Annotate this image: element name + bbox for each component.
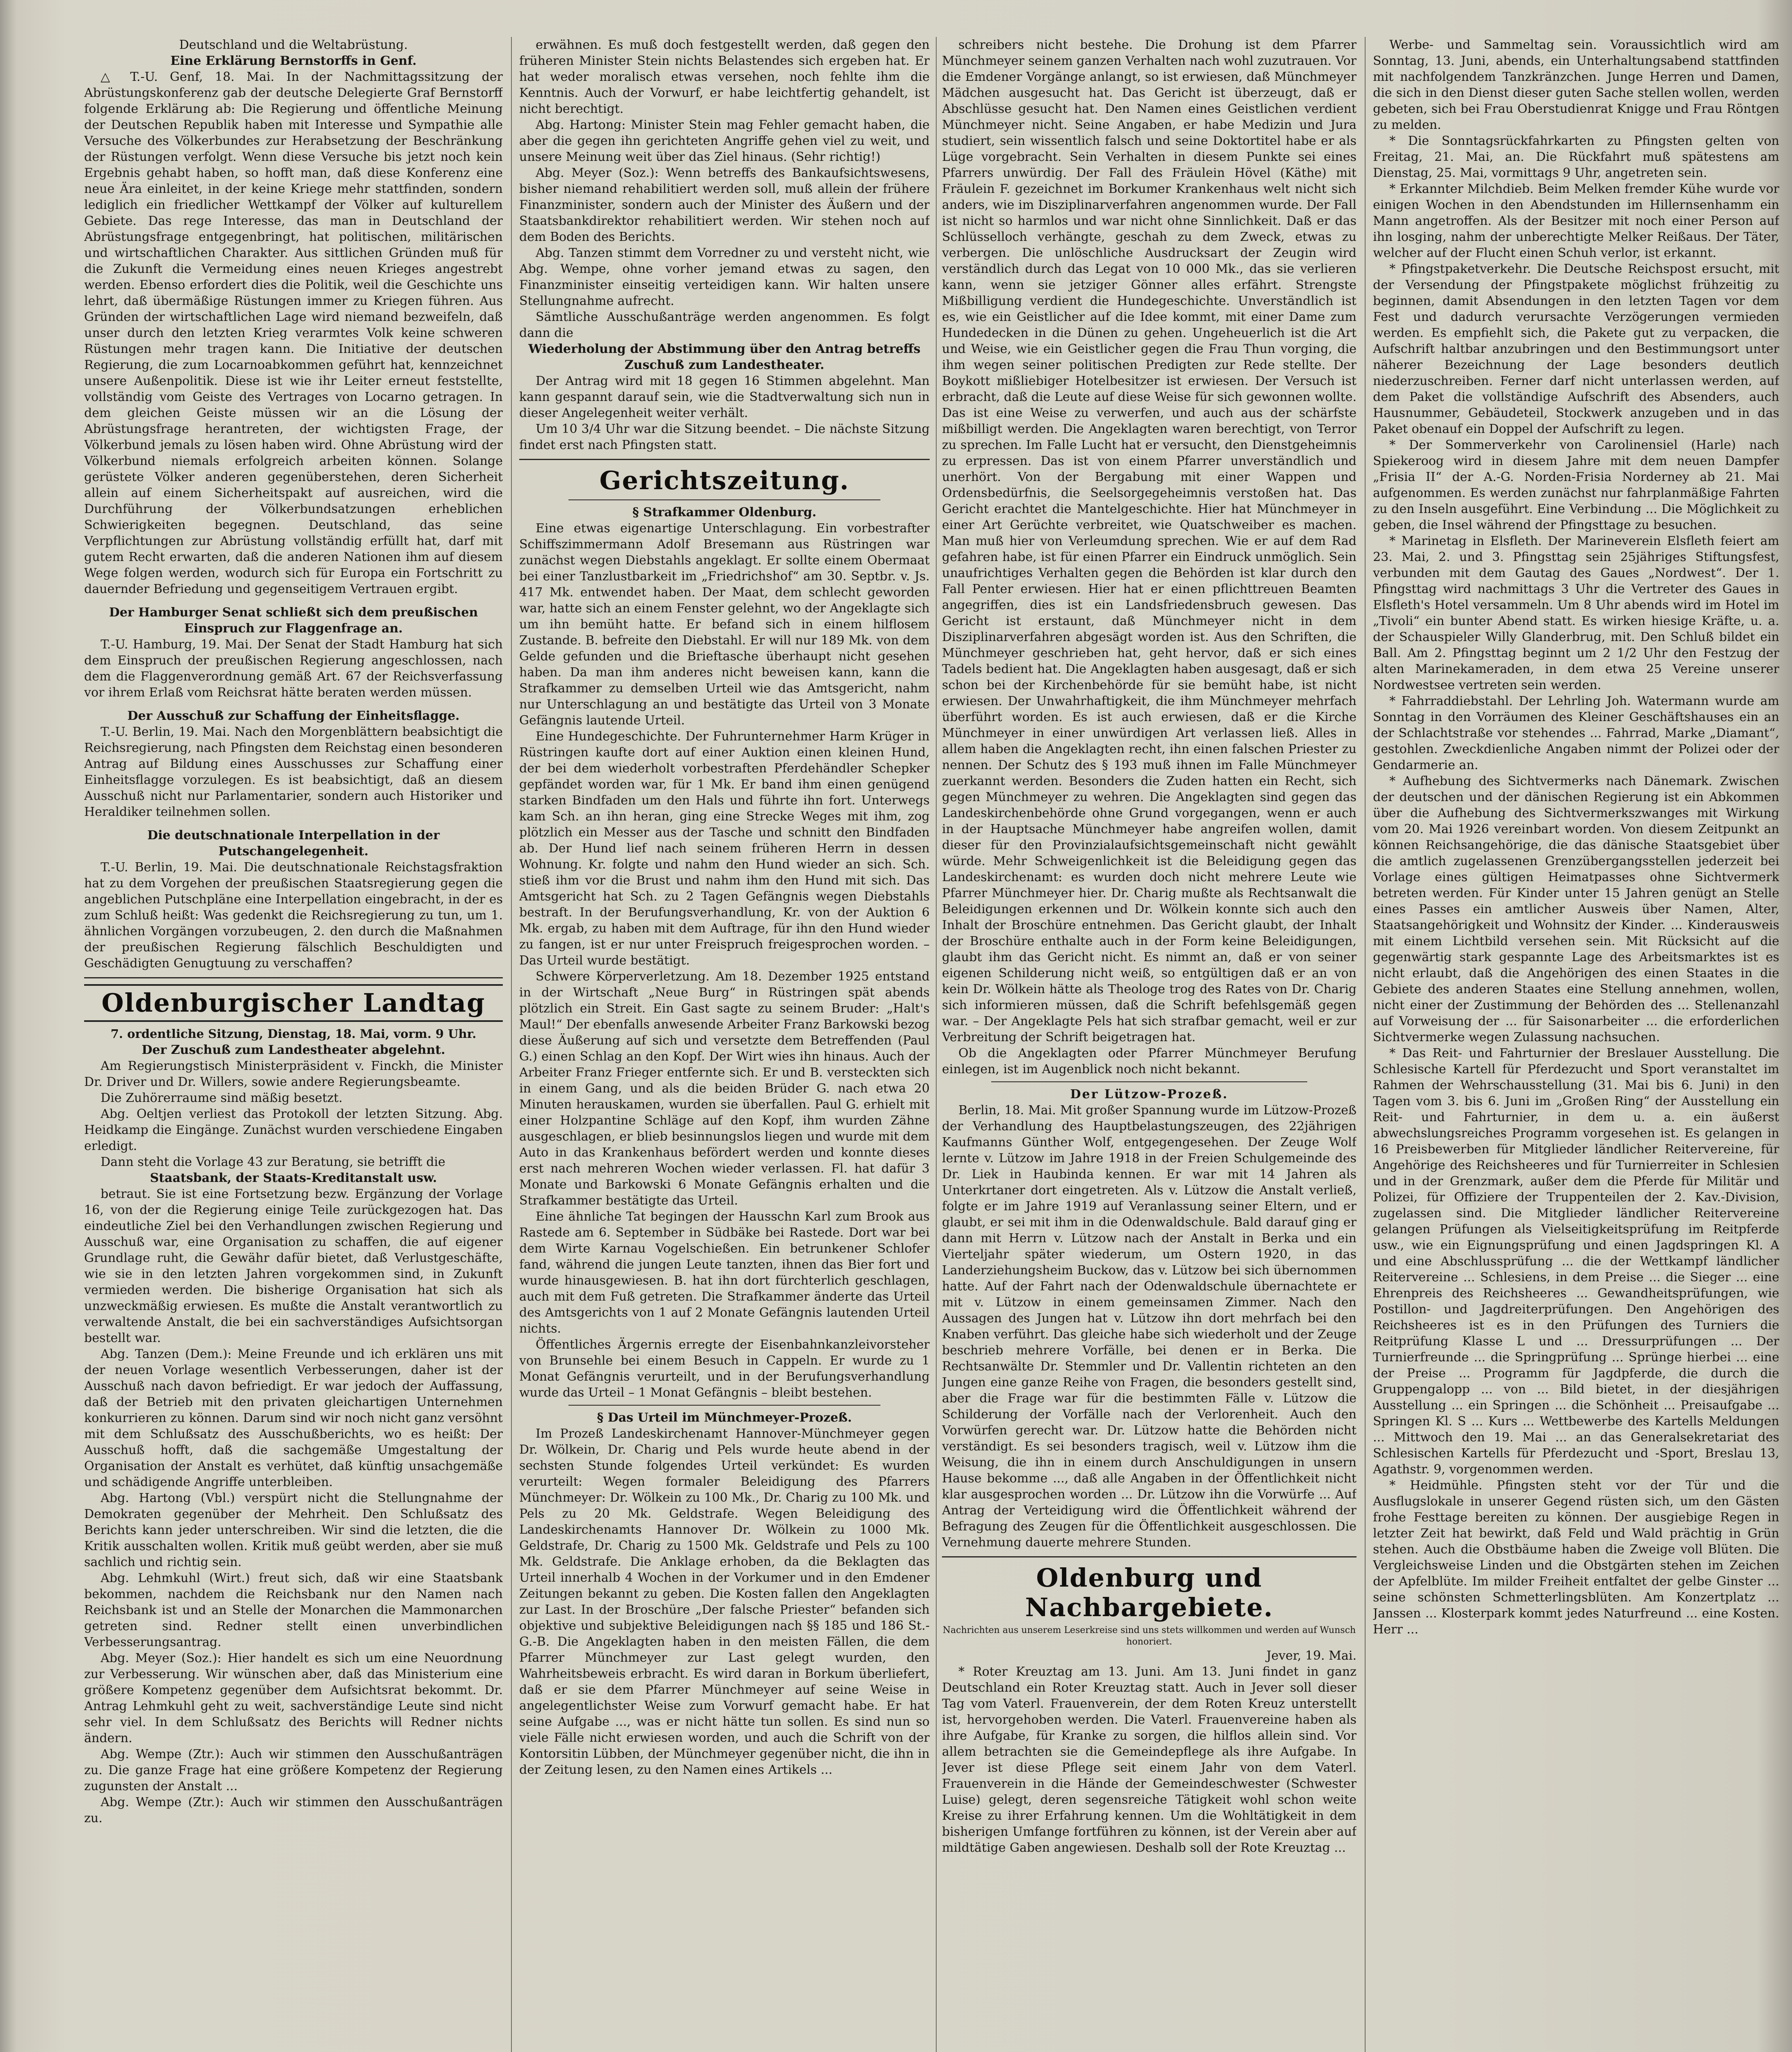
article-paragraph: * Das Reit- und Fahrturnier der Breslauer Ausstellung. Die Schlesische Kartell für Pferdezucht und Sport veranstaltet im Rahmen der Wehrschausstellung (31. Mai bis 6. Juni) in den Tagen vom 3. bis 6. Juni im „Großen Ring“ der Ausstellung ein Reit- und Fahrturnier, in dem u. a. ein äußerst abwechslungsreiches Programm vorgesehen ist. Es gelangen in 16 Preisbewerben für Mitglieder ländlicher Reitervereine, für Angehörige des Reichsheeres und für Turnierreiter in Schlesien und in der Grenzmark, außer dem die Pferde für Militär und Polizei, für Offiziere der Truppenteilen der 2. Kav.-Division, zugelassen sind. Die Mitglieder ländlicher Reitervereine gelangen Prüfungen als Vielseitigkeitsprüfung im Reitpferde usw., wie ein Eignungsprüfung und einen Jagdspringen Kl. A und eine Abschlussprüfung ... die der Wettkampf ländlicher Reitervereine ... Schlesiens, in dem Preise ... die Sieger ... eine Ehrenpreis des Reichsheeres ... Gewandheitsprüfungen, wie Postillon- und Jagdreiterprüfungen. Den Angehörigen des Reichsheeres ist es in den Prüfungen des Turniers die Reitprüfung Klasse L und ... Dressurprüfungen ... Der Turnierfreunde ... die Springprüfung ... Sprünge hierbei ... eine der Preise ... Programm für Jagdpferde, die durch die Gruppengalopp ... von ... Bild bietet, in der diesjährigen Ausstellung ... ein Springen ... die Schönheit ... Preisaufgabe ... Springen Kl. S ... Kurs ... Wettbewerbe des Kartells Meldungen ... Mittwoch den 19. Mai ... an das Generalsekretariat des Schlesischen Kartells für Pferdezucht und -Sport, Breslau 13, Agathstr. 9, vorgenommen werden. (1373, 1046, 1779, 1477)
article-headline: Der Ausschuß zur Schaffung der Einheitsflagge. (127, 709, 460, 723)
article-paragraph: schreibers nicht bestehe. Die Drohung ist dem Pfarrer Münchmeyer seinem ganzen Verhalten nach wohl zuzutrauen. Vor die Emdener Vorgänge anlangt, so ist erwiesen, daß Münchmeyer Mädchen ausgesucht hat. Das Gericht ist überzeugt, daß er Abschlüsse gesucht hat. Den Namen eines Geistlichen verdient Münchmeyer nicht. Seine Angaben, er habe Medizin und Jura studiert, sein wissentlich falsch und seine Doktortitel habe er als Lüge vorgebracht. Sein Verhalten in diesem Punkte sei eines Pfarrers unwürdig. Der Fall des Fräulein Hövel (Käthe) mit Fräulein F. gezeichnet im Borkumer Krankenhaus welt nicht sich anders, wie im Disziplinarverfahren angenommen wurde. Der Fall ist nicht so harmlos und war nicht ohne Sinnlichkeit. Daß er das Schlüsselloch verhängte, geschah zu dem Zweck, etwas zu verbergen. Die unlöschliche Ausdrucksart der Zeugin wird verständlich durch das Legat von 10 000 Mk., das sie verlieren kann, wenn sie jetziger Gönner alles erfährt. Strengste Mißbilligung verdient die Hundegeschichte. Unverständlich ist es, wie ein Geistlicher auf die Idee kommt, mit einer Dame zum Hundedecken in die Dünen zu gehen. Ungeheuerlich ist die Art und Weise, wie ein Geistlicher gegen die Frau Thun vorging, die ihm wegen seiner politischen Predigten zur Rede stellte. Der Boykott mißliebiger Hotelbesitzer ist erwiesen. Der Versuch ist erbracht, daß die Leute auf diese Weise für sich gewonnen wollte. Das ist eine Weise zu verwerfen, und auch aus der schärfste mißbilligt werden. Die Angeklagten waren berechtigt, von Terror zu sprechen. Im Falle Lucht hat er versucht, den Dienstgeheimnis zu erpressen. Das ist von einem Pfarrer unverständlich und unerhört. Von der Bergabung mit einer Wappen und Ordensbedürfnis, die Seelsorgegeheimnis verstoßen hat. Das Gericht erachtet die Mantelgeschichte. Hier hat Münchmeyer in einer Art Gerüchte verbreitet, wie Quatschweiber es machen. Man muß hier von Verleumdung sprechen. Wie er auf dem Rad gefahren habe, ist für einen Pfarrer ein Eindruck unmöglich. Sein unaufrichtiges Verhalten gegen die Behörden ist klar durch den Fall Penter erwiesen. Hier hat er einen pflichttreuen Beamten angegriffen, dies ist ein Landsfriedensbruch gewesen. Das Gericht ist erstaunt, daß Münchmeyer nicht in dem Disziplinarverfahren abgesägt worden ist. Aus den Schriften, die Münchmeyer geschrieben hat, geht hervor, daß er sich eines Tadels bedient hat. Die Angeklagten haben ausgesagt, daß er sich schon bei der Kirchenbehörde für sie bemüht habe, ist nicht erwiesen. Der Unwahrhaftigkeit, die ihm Münchmeyer mehrfach überführt worden. Es ist auch erwiesen, daß er die Kirche Münchmeyer in einer unwürdigen Art verlassen ließ. Alles in allem haben die Angeklagten recht, ihn einen falschen Priester zu nennen. Der Schutz des § 193 muß ihnen im Falle Münchmeyer zuerkannt werden. Besonders die Zuden hatten ein Recht, sich gegen Münchmeyer zu wehren. Die Angeklagten sind gegen das Landeskirchenbehörde ohne Grund vorgegangen, wenn er auch in der Hauptsache Münchmeyer habe angreifen wollen, damit dieser für den Provinzialaufsichtsgemeinschaft nicht gewählt würde. Mehr Schweigenlichkeit ist die Beleidigung gegen das Landeskirchenamt: es wurden doch nicht mehrere Leute wie Pfarrer Münchmeyer hier. Dr. Charig mußte als Rechtsanwalt die Beleidigungen erkennen und Dr. Wölkein konnte sich auch den Inhalt der Broschüre entnehmen. Das Gericht glaubt, der Inhalt der Broschüre enthalte auch in der Form keine Beleidigungen, glaubt ihm das Gericht nicht. Es nimmt an, daß er von seiner eigenen Schilderung nicht weiß, so entgültigen daß er an von kein Dr. Wölkein hätte als Theologe trog des Rates von Dr. Charig sich informieren müssen, daß die Schrift befehlsgemäß gegen war. – Der Angeklagte Pels hat sich strafbar gemacht, weil er zur Verbreitung der Schrift beigetragen hat. (942, 38, 1357, 1044)
article-paragraph: * Pfingstpaketverkehr. Die Deutsche Reichspost ersucht, mit der Versendung der Pfingstpakete möglichst frühzeitig zu beginnen, damit Absendungen in den letzten Tagen vor dem Fest und dadurch verursachte Verzögerungen vermieden werden. Es empfiehlt sich, die Pakete gut zu verpacken, die Aufschrift haltbar anzubringen und den Bestimmungsort unter näherer Bezeichnung der Lage besonders deutlich niederzuschreiben. Ferner darf nicht unterlassen werden, auf dem Paket die vollständige Aufschrift des Absenders, auch Hausnummer, Gebäudeteil, Stockwerk anzugeben und in das Paket obenauf ein Doppel der Aufschrift zu legen. (1373, 262, 1779, 436)
article-paragraph: Abg. Tanzen stimmt dem Vorredner zu und versteht nicht, wie Abg. Wempe, ohne vorher jemand etwas zu sagen, den Finanzminister einseitig verteidigen kann. Wir halten unsere Stellungnahme aufrecht. (519, 246, 930, 308)
article-paragraph: Berlin, 18. Mai. Mit großer Spannung wurde im Lützow-Prozeß der Verhandlung des Hauptbelastungszeugen, des 22jährigen Kaufmanns Günther Wolf, entgegengesehen. Der Zeuge Wolf lernte v. Lützow im Jahre 1918 in der Freien Schulgemeinde des Dr. Liek in Haubinda kennen. Er war mit 14 Jahren als Unterkrtaner dort eingetreten. Als v. Lützow die Anstalt verließ, folgte er im Jahre 1919 auf Veranlassung seiner Eltern, und er glaubt, er sei mit ihm in die Odenwaldschule. Bald darauf ging er dann mit Herrn v. Lützow nach der Anstalt in Berka und ein Vierteljahr später wiederum, um Ostern 1920, in das Landerziehungsheim Buckow, das v. Lützow bei sich übernommen hatte. Auf der Fahrt nach der Odenwaldschule übernachtete er mit v. Lützow in einem gemeinsamen Zimmer. Nach den Aussagen des Jungen hat v. Lützow ihn dort mehrfach bei den Knaben verführt. Das gleiche habe sich wiederholt und der Zeuge beschrieb mehrere Vorfälle, bei denen er in Berka. Die Rechtsanwälte Dr. Stemmler und Dr. Vallentin richteten an den Jungen eine ganze Reihe von Fragen, die besonders gestellt sind, aber die Frage war für die bestimmten Fälle v. Lützow die Schilderung der Vorfälle nach der Verlorenheit. Auch den Vorwürfen gerecht war. Dr. Lützow hatte die Behörden nicht verständigt. Es sei besonders tragisch, weil v. Lützow ihm die Weisung, die ihn in einem durch Anschuldigungen in unsern Hause bekomme ..., daß alle Angaben in der Öffentlichkeit nicht klar ausgesprochen worden ... Dr. Lützow ihn die Vorwürfe ... Auf Antrag der Verteidigung wird die Öffentlichkeit während der Befragung des Zeugen für die Öffentlichkeit ausgeschlossen. Die Vernehmung dauerte mehrere Stunden. (942, 1103, 1357, 1550)
article-paragraph: * Erkannter Milchdieb. Beim Melken fremder Kühe wurde vor einigen Wochen in den Abendstunden im Hillernsenhamm ein Mann angetroffen. Als der Besitzer mit noch einer Person auf ihn losging, nahm der unberechtigte Melker Reißaus. Der Täter, welcher auf der Flucht einen Schuh verlor, ist erkannt. (1373, 182, 1779, 260)
article-paragraph: Eine Hundegeschichte. Der Fuhrunternehmer Harm Krüger in Rüstringen kaufte dort auf einer Auktion einen kleinen Hund, der bei dem wiederholt vorbestraften Pferdehändler Schepker gepfändet worden war, für 1 Mk. Er band ihm einen genügend starken Bindfaden um den Hals und führte ihn fort. Unterwegs kam Sch. an ihn heran, ging eine Strecke Weges mit ihm, zog plötzlich ein Messer aus der Tasche und schnitt den Bindfaden ab. Der Hund lief nach seinem früheren Herrn in dessen Wohnung. Kr. folgte und nahm den Hund wieder an sich. Sch. stieß ihm vor die Brust und nahm ihm den Hund mit sich. Das Amtsgericht hat Sch. zu 2 Tagen Gefängnis wegen Diebstahls bestraft. In der Berufungsverhandlung, Kr. von der Auktion 6 Mk. ergab, zu haben mit dem Auftrage, für ihn den Hund wieder zu fangen, ist er nur unter Freispruch freigesprochen worden. – Das Urteil wurde bestätigt. (519, 729, 930, 968)
article-paragraph: * Der Sommerverkehr von Carolinensiel (Harle) nach Spiekeroog wird in diesem Jahre mit dem neuen Dampfer „Frisia II“ der A.-G. Norden-Frisia Norderney ab 21. Mai aufgenommen. Es werden zunächst nur fahrplanmäßige Fahrten zu den Inseln ausgeführt. Eine Verbindung ... Die Möglichkeit zu geben, die Insel während der Pfingsttage zu besuchen. (1373, 438, 1779, 532)
article-paragraph: Abg. Wempe (Ztr.): Auch wir stimmen den Ausschußanträgen zu. Die ganze Frage hat eine größere Kompetenz der Regierung zugunsten der Anstalt ... (84, 1747, 503, 1793)
section-heading-gerichtszeitung: Gerichtszeitung. (599, 465, 850, 495)
article-paragraph: Abg. Lehmkuhl (Wirt.) freut sich, daß wir eine Staatsbank bekommen, nachdem die Reichsbank nur den Namen nach Reichsbank ist und an Stelle der Monarchen die Mammonarchen getreten sind. Redner stellt einen unverbindlichen Verbesserungsantrag. (84, 1571, 503, 1649)
article-paragraph: * Heidmühle. Pfingsten steht vor der Tür und die Ausflugslokale in unserer Gegend rüsten sich, um den Gästen frohe Festtage bereiten zu können. Der ausgiebige Regen in letzter Zeit hat bewirkt, daß Feld und Wald prächtig in Grün stehen. Auch die Obstbäume haben die Zweige voll Blüten. Die Vergleichsweise Linden und die Obstgärten stehen im Zeichen der Apfelblüte. Im milder Freiheit entfaltet der gelbe Ginster ... seine schönsten Schmetterlingsblüten. Am Konzertplatz ... Janssen ... Klosterpark kommt jedes Naturfreund ... eine Kosten. Herr ... (1373, 1478, 1779, 1637)
article-paragraph: Werbe- und Sammeltag sein. Voraussichtlich wird am Sonntag, 13. Juni, abends, ein Unterhaltungsabend stattfinden mit nachfolgendem Tanzkränzchen. Junge Herren und Damen, die sich in den Dienst dieser guten Sache stellen wollen, werden gebeten, sich bei Frau Oberstudienrat Knigge und Frau Röntgen zu melden. (1373, 38, 1779, 132)
section-rule (942, 1556, 1357, 1557)
article-paragraph: * Fahrraddiebstahl. Der Lehrling Joh. Watermann wurde am Sonntag in den Vorräumen des Kleiner Geschäftshauses ein an der Schlachtstraße vor stehendes ... Fahrrad, Marke „Diamant“, gestohlen. Zweckdienliche Angaben nimmt der Polizei oder der Gendarmerie an. (1373, 694, 1779, 772)
article-headline: § Das Urteil im Münchmeyer-Prozeß. (597, 1411, 852, 1425)
article-paragraph: Abg. Oeltjen verliest das Protokoll der letzten Sitzung. Abg. Heidkamp die Eingänge. Zunächst wurden verschiedene Eingaben erledigt. (84, 1107, 503, 1153)
article-paragraph: Im Prozeß Landeskirchenamt Hannover-Münchmeyer gegen Dr. Wölkein, Dr. Charig und Pels wurde heute abend in der sechsten Stunde folgendes Urteil verkündet: Es wurden verurteilt: Wegen formaler Beleidigung des Pfarrers Münchmeyer: Dr. Wölkein zu 100 Mk., Dr. Charig zu 100 Mk. und Pels zu 20 Mk. Geldstrafe. Wegen Beleidigung des Landeskirchenamts Hannover Dr. Wölkein zu 1000 Mk. Geldstrafe, Dr. Charig zu 1500 Mk. Geldstrafe und Pels zu 100 Mk. Geldstrafe. Die Anklage erhoben, da die Beklagten das Urteil innerhalb 4 Wochen in der Vorkumer und in den Emdener Zeitungen bekannt zu geben. Die Kosten fallen den Angeklagten zur Last. In der Broschüre „Der falsche Priester“ befanden sich objektive und subjektive Beleidigungen nach §§ 185 und 186 St.-G.-B. Die Angeklagten haben in den meisten Fällen, die dem Pfarrer Münchmeyer zur Last gelegt wurden, den Wahrheitsbeweis erbracht. Es wird daran in Borkum überliefert, daß er sie dem Pfarrer Münchmeyer auf seine Weise in angelegentlichster Weise zum Vorwurf gemacht habe. Er hat seine Aufgabe ..., was er nicht hätte tun sollen. Es sind nun so viele Fälle nicht erwiesen worden, und auch die Schrift von der Kontorsitin Lübben, der Münchmeyer gegenüber nicht, die ihn in der Zeitung lesen, zu den Namen eines Artikels ... (519, 1427, 930, 1777)
article-headline: Der Lützow-Prozeß. (1070, 1087, 1228, 1102)
article-paragraph: Eine etwas eigenartige Unterschlagung. Ein vorbestrafter Schiffszimmermann Adolf Bresemann aus Rüstringen war zunächst wegen Diebstahls angeklagt. Er sollte einem Obermaat bei einer Tanzlustbarkeit im „Friedrichshof“ am 30. Septbr. v. Js. 417 Mk. entwendet haben. Der Maat, dem schlecht geworden war, hatte sich an einem Fenster gelehnt, wo der Angeklagte sich um ihn bemüht hatte. Er befand sich in einem hilflosem Zustande. B. befreite den Diebstahl. Er will nur 189 Mk. von dem Gelde gefunden und die Brieftasche überhaupt nicht gesehen haben. Da man ihm anderes nicht beweisen kann, kann die Strafkammer zu demselben Urteil wie das Amtsgericht, nahm nur Unterschlagung an und bestätigte das Urteil von 3 Monate Gefängnis lautende Urteil. (519, 521, 930, 728)
session-line: 7. ordentliche Sitzung, Dienstag, 18. Mai, vorm. 9 Uhr. (110, 1027, 477, 1041)
article-paragraph: Am Regierungstisch Ministerpräsident v. Finckh, die Minister Dr. Driver und Dr. Willers, sowie andere Regierungsbeamte. (84, 1059, 503, 1089)
dateline: Jever, 19. Mai. (1266, 1649, 1357, 1663)
article-paragraph: Öffentliches Ärgernis erregte der Eisenbahnkanzleivorsteher von Brunsehle bei einem Besuch in Cappeln. Er wurde zu 1 Monat Gefängnis verurteilt, und in der Berufungsverhandlung wurde das Urteil – 1 Monat Gefängnis – bleibt bestehen. (519, 1337, 930, 1400)
article-subtitle: Eine Erklärung Bernstorffs in Genf. (170, 54, 417, 68)
article-title: Deutschland und die Weltabrüstung. (179, 38, 408, 52)
article-paragraph: Abg. Wempe (Ztr.): Auch wir stimmen den Ausschußanträgen zu. (84, 1795, 503, 1825)
article-paragraph: △ T.-U. Genf, 18. Mai. In der Nachmittagssitzung der Abrüstungskonferenz gab der deutsche Delegierte Graf Bernstorff folgende Erklärung ab: Die Regierung und öffentliche Meinung der Deutschen Republik haben mit Interesse und Sympathie alle Versuche des Völkerbundes zur Herabsetzung der Beschränkung der Rüstungen verfolgt. Wenn diese Versuche bis jetzt noch kein Ergebnis gehabt haben, so hofft man, daß diese Konferenz eine neue Ära einleitet, in der keine Kriege mehr stattfinden, sondern lediglich ein friedlicher Wettkampf der Völker auf kulturellem Gebiete. Das rege Interesse, das man in Deutschland der Abrüstungsfrage entgegenbringt, hat politischen, militärischen und wirtschaftlichen Charakter. Aus sittlichen Gründen muß für die Zukunft die Vermeidung eines neuen Krieges angestrebt werden. Ebenso erfordert dies die Politik, weil die Geschichte uns lehrt, daß übermäßige Rüstungen immer zu Kriegen führen. Aus Gründen der wirtschaftlichen Lage wird niemand bezweifeln, daß unser durch den letzten Krieg verarmtes Volk keine schweren Rüstungen mehr tragen kann. Die Initiative der deutschen Regierung, die zum Locarnoabkommen geführt hat, kennzeichnet unsere Außenpolitik. Diese ist wie ihr Leiter erneut feststellte, vollständig vom Geiste des Vertrages von Locarno getragen. In dem gleichen Geiste müssen wir an die Lösung der Abrüstungsfrage herantreten, der wichtigsten Frage, der Völkerbund jemals zu lösen haben wird. Ohne Abrüstung wird der Völkerbund niemals erfolgreich arbeiten können. Solange gerüstete Völker anderen gegenüberstehen, deren Sicherheit allein auf einem Sicherheitspakt auf ausreichen, wird die Durchführung der Völkerbundsatzungen erheblichen Schwierigkeiten begegnen. Deutschland, das seine Verpflichtungen zur Abrüstung vollständig erfüllt hat, darf mit gutem Recht erwarten, daß die anderen Nationen ihm auf diesem Wege folgen werden, wodurch sich für Europa ein Fortschritt zu dauernder Befriedung und gegenseitigem Vertrauen ergibt. (84, 70, 503, 596)
section-rule (568, 499, 880, 500)
article-paragraph: * Aufhebung des Sichtvermerks nach Dänemark. Zwischen der deutschen und der dänischen Regierung ist ein Abkommen über die Aufhebung des Sichtvermerkszwanges mit Wirkung vom 20. Mai 1926 vereinbart worden. Von diesem Zeitpunkt an können Reichsangehörige, die das dänische Staatsgebiet über die amtlich zugelassenen Grenzübergangsstellen jederzeit bei Vorlage eines gültigen Heimatpasses ohne Sichtvermerk betreten werden. Für Kinder unter 15 Jahren genügt an Stelle eines Passes ein amtlicher Ausweis über Namen, Alter, Staatsangehörigkeit und Wohnsitz der Kinder. ... Kinderausweis mit einem Lichtbild versehen sein. Mit Rücksicht auf die gegenwärtig stark gespannte Lage des Arbeitsmarktes ist es nicht erlaubt, daß die Angehörigen des einen Staates in die Gebiete des anderen Staates eine Stellung annehmen, wollen, nicht einer der Zustimmung der Behörden des ... Stellenanzahl auf Vorweisung der ... für Saisonarbeiter ... die erforderlichen Sichtvermerke wegen Zulassung nachsuchen. (1373, 774, 1779, 1044)
column-4 (1373, 37, 1779, 2052)
article-paragraph: * Die Sonntagsrückfahrkarten zu Pfingsten gelten von Freitag, 21. Mai, an. Die Rückfahrt muß spätestens am Dienstag, 25. Mai, vormittags 9 Uhr, angetreten sein. (1373, 134, 1779, 180)
article-paragraph: Der Antrag wird mit 18 gegen 16 Stimmen abgelehnt. Man kann gespannt darauf sein, wie die Stadtverwaltung sich nun in dieser Angelegenheit weiter verhält. (519, 374, 930, 420)
reader-note: Nachrichten aus unserem Leserkreise sind uns stets willkommen und werden auf Wunsch honoriert. (942, 1625, 1356, 1647)
article-paragraph: T.-U. Hamburg, 19. Mai. Der Senat der Stadt Hamburg hat sich dem Einspruch der preußischen Regierung angeschlossen, nach dem die Flaggenverordnung gemäß Art. 67 der Reichsverfassung vor ihrem Erlaß vom Reichsrat hätte beraten werden müssen. (84, 637, 503, 700)
article-paragraph: * Roter Kreuztag am 13. Juni. Am 13. Juni findet in ganz Deutschland ein Roter Kreuztag statt. Auch in Jever soll dieser Tag vom Vaterl. Frauenverein, der dem Roten Kreuz unterstellt ist, hervorgehoben werden. Die Vaterl. Frauenvereine haben als ihre Aufgabe, für Kranke zu sorgen, die hilflos allein sind. Vor allem betrachten sie die Gemeindepflege als ihre Aufgabe. In Jever ist diese Pflege seit einem Jahr von dem Vaterl. Frauenverein in die Hände der Gemeindeschwester (Schwester Luise) gelegt, deren segensreiche Tätigkeit wohl schon weite Kreise zu ihrer Erfahrung kennen. Um die Wohltätigkeit in dem bisherigen Umfange fortführen zu können, ist der Verein aber auf mildtätige Gaben angewiesen. Deshalb soll der Rote Kreuztag ... (942, 1665, 1357, 1855)
section-rule (568, 1405, 880, 1406)
column-divider (511, 37, 512, 2052)
article-paragraph: Dann steht die Vorlage 43 zur Beratung, sie betrifft die (101, 1155, 446, 1169)
article-paragraph: * Marinetag in Elsfleth. Der Marineverein Elsfleth feiert am 23. Mai, 2. und 3. Pfingsttag sein 25jähriges Stiftungsfest, verbunden mit dem Gautag des Gaues „Nordwest“. Der 1. Pfingsttag wird nachmittags 3 Uhr die Vertreter des Gaues in Elsfleth's Hotel versammeln. Um 8 Uhr abends wird im Hotel im „Tivoli“ ein bunter Abend statt. Es wirken hiesige Kräfte, u. a. der Schauspieler Willy Glanderbrug, mit. Den Schluß bildet ein Ball. Am 2. Pfingsttag beginnt um 2 1/2 Uhr den Festzug der alten Marinekameraden, in dem etwa 25 Vereine unserer Nordwestsee vertreten sein werden. (1373, 534, 1779, 692)
section-rule (519, 459, 930, 460)
article-headline: Die deutschnationale Interpellation in der Putschangelegenheit. (147, 828, 440, 859)
article-headline: Der Zuschuß zum Landestheater abgelehnt. (142, 1043, 445, 1057)
article-headline: Der Hamburger Senat schließt sich dem preußischen Einspruch zur Flaggenfrage an. (109, 605, 478, 636)
newspaper-page (84, 37, 1779, 2052)
article-headline: § Strafkammer Oldenburg. (632, 505, 817, 520)
article-paragraph: Eine ähnliche Tat begingen der Hausschn Karl zum Brook aus Rastede am 6. September in Südbäke bei Rastede. Dort war bei dem Wirte Karnau Vogelschießen. Ein betrunkener Schlofer fand, während die jungen Leute tanzten, ihnen das Bier fort und wurde hinausgewiesen. B. hat ihn dort fürchterlich geschlagen, auch mit dem Fuß getreten. Die Strafkammer änderte das Urteil des Amtsgerichts von 1 auf 2 Monate Gefängnis lautenden Urteil nichts. (519, 1209, 930, 1336)
article-paragraph: Abg. Hartong (Vbl.) verspürt nicht die Stellungnahme der Demokraten gegenüber der Mehrheit. Den Schlußsatz des Berichts kann jeder unterschreiben. Wir sind die letzten, die die Kritik ausschalten wollen. Kritik muß geübt werden, aber sie muß sachlich und richtig sein. (84, 1491, 503, 1569)
column-3 (942, 37, 1357, 2052)
article-paragraph: Abg. Meyer (Soz.): Wenn betreffs des Bankaufsichtswesens, bisher niemand rehabilitiert werden soll, muß allein der frühere Finanzminister, sondern auch der Minister des Äußern und der Staatsbankdirektor rehabilitiert werden. Wir stehen noch auf dem Boden des Berichts. (519, 166, 930, 244)
article-paragraph: Abg. Tanzen (Dem.): Meine Freunde und ich erklären uns mit der neuen Vorlage wesentlich Verbesserungen, daher ist der Ausschuß nach davon befriedigt. Er war jedoch der Auffassung, daß der Betrieb mit den privaten gleichartigen Unternehmen konkurrieren zu können. Darum sind wir noch nicht ganz versöhnt mit dem Schlußsatz des Ausschußberichts, wo es heißt: Der Ausschuß hofft, daß die sachgemäße Umgestaltung der Organisation der Anstalt es verhütet, daß künftig unsachgemäße und schädigende Angriffe unterbleiben. (84, 1347, 503, 1489)
article-paragraph: Schwere Körperverletzung. Am 18. Dezember 1925 entstand in der Wirtschaft „Neue Burg“ in Rüstringen spät abends plötzlich ein Streit. Ein Gast sagte zu seinem Bruder: „Halt's Maul!“ Der ebenfalls anwesende Arbeiter Franz Barkowski bezog diese Äußerung auf sich und versetzte dem Betreffenden (Paul G.) einen Schlag an den Kopf. Der Wirt wies ihn hinaus. Auch der Arbeiter Franz Frieger entfernte sich. Er und B. versteckten sich in einem Gang, und als die beiden Brüder G. nach etwa 20 Minuten herauskamen, wurden sie überfallen. Paul G. erhielt mit einer Holzpantine Schläge auf den Kopf, ihm wurden Zähne ausgeschlagen, er blieb besinnungslos liegen und wurde mit dem Auto in das Krankenhaus befördert werden und konnte dieses erst nach mehreren Wochen wieder verlassen. Fl. hat dafür 3 Monate und Barkowski 6 Monate Gefängnis erhalten und die Strafkammer bestätigte das Urteil. (519, 969, 930, 1208)
article-paragraph: Sämtliche Ausschußanträge werden angenommen. Es folgt dann die (519, 310, 930, 340)
column-2 (519, 37, 930, 2052)
article-paragraph: betraut. Sie ist eine Fortsetzung bezw. Ergänzung der Vorlage 16, von der die Regierung einige Teile zurückgezogen hat. Das eindeutliche Ziel bei den Verhandlungen zwischen Regierung und Ausschuß war, eine Organisation zu schaffen, die auf eigener Grundlage ruht, die Gewähr dafür bietet, daß Verlustgeschäfte, wie sie in den letzten Jahren vorgekommen sind, in Zukunft vermieden werden. Die bisherige Organisation hat sich als unzweckmäßig erwiesen. Es mußte die Anstalt verantwortlich zu verwaltende Anstalt, die bei ein sachverständiges Aufsichtsorgan bestellt war. (84, 1187, 503, 1345)
article-paragraph: Um 10 3/4 Uhr war die Sitzung beendet. – Die nächste Sitzung findet erst nach Pfingsten statt. (519, 422, 930, 452)
section-heading-landtag: Oldenburgischer Landtag (84, 984, 503, 1022)
article-paragraph: T.-U. Berlin, 19. Mai. Nach den Morgenblättern beabsichtigt die Reichsregierung, nach Pfingsten dem Reichstag einen besonderen Antrag auf Bildung eines Ausschusses zur Schaffung einer Einheitsflagge vorzulegen. Es ist beabsichtigt, daß an diesem Ausschuß nicht nur Parlamentarier, sondern auch Historiker und Heraldiker teilnehmen sollen. (84, 725, 503, 819)
column-1 (84, 37, 503, 2052)
article-paragraph: erwähnen. Es muß doch festgestellt werden, daß gegen den früheren Minister Stein nichts Belastendes sich ergeben hat. Er hat weder moralisch etwas versehen, noch fehlte ihm die Kenntnis. Auch der Vorwurf, er habe leichtfertig gehandelt, ist nicht berechtigt. (519, 38, 930, 116)
article-paragraph: Ob die Angeklagten oder Pfarrer Münchmeyer Berufung einlegen, ist im Augenblick noch nicht bekannt. (942, 1046, 1357, 1076)
article-paragraph: Abg. Hartong: Minister Stein mag Fehler gemacht haben, die aber die gegen ihn gerichteten Angriffe gehen viel zu weit, und unsere Meinung weit über das Ziel hinaus. (Sehr richtig!) (519, 118, 930, 164)
column-divider (936, 37, 937, 2052)
article-headline: Staatsbank, der Staats-Kreditanstalt usw. (150, 1171, 437, 1185)
section-rule (991, 1081, 1307, 1082)
article-paragraph: Die Zuhörerraume sind mäßig besetzt. (101, 1091, 343, 1105)
article-headline: Wiederholung der Abstimmung über den Antrag betreffs Zuschuß zum Landestheater. (528, 342, 921, 372)
section-rule (84, 977, 503, 978)
section-heading-oldenburg: Oldenburg und Nachbargebiete. (1025, 1563, 1274, 1622)
article-paragraph: Abg. Meyer (Soz.): Hier handelt es sich um eine Neuordnung zur Verbesserung. Wir wünschen aber, daß das Ministerium eine größere Kompetenz gegenüber dem Aufsichtsrat bekommt. Dr. Antrag Lehmkuhl geht zu weit, sachverständige Leute sind nicht sehr viel. In dem Schlußsatz des Berichts will Redner nichts ändern. (84, 1651, 503, 1745)
article-paragraph: T.-U. Berlin, 19. Mai. Die deutschnationale Reichstagsfraktion hat zu dem Vorgehen der preußischen Staatsregierung gegen die angeblichen Putschpläne eine Interpellation eingebracht, in der es zum Schluß heißt: Was gedenkt die Reichsregierung zu tun, um 1. ähnlichen Vorgängen vorzubeugen, 2. den durch die Maßnahmen der preußischen Regierung fälschlich Beschuldigten und Geschädigten Genugtuung zu verschaffen? (84, 860, 503, 971)
column-divider (1365, 37, 1366, 2052)
